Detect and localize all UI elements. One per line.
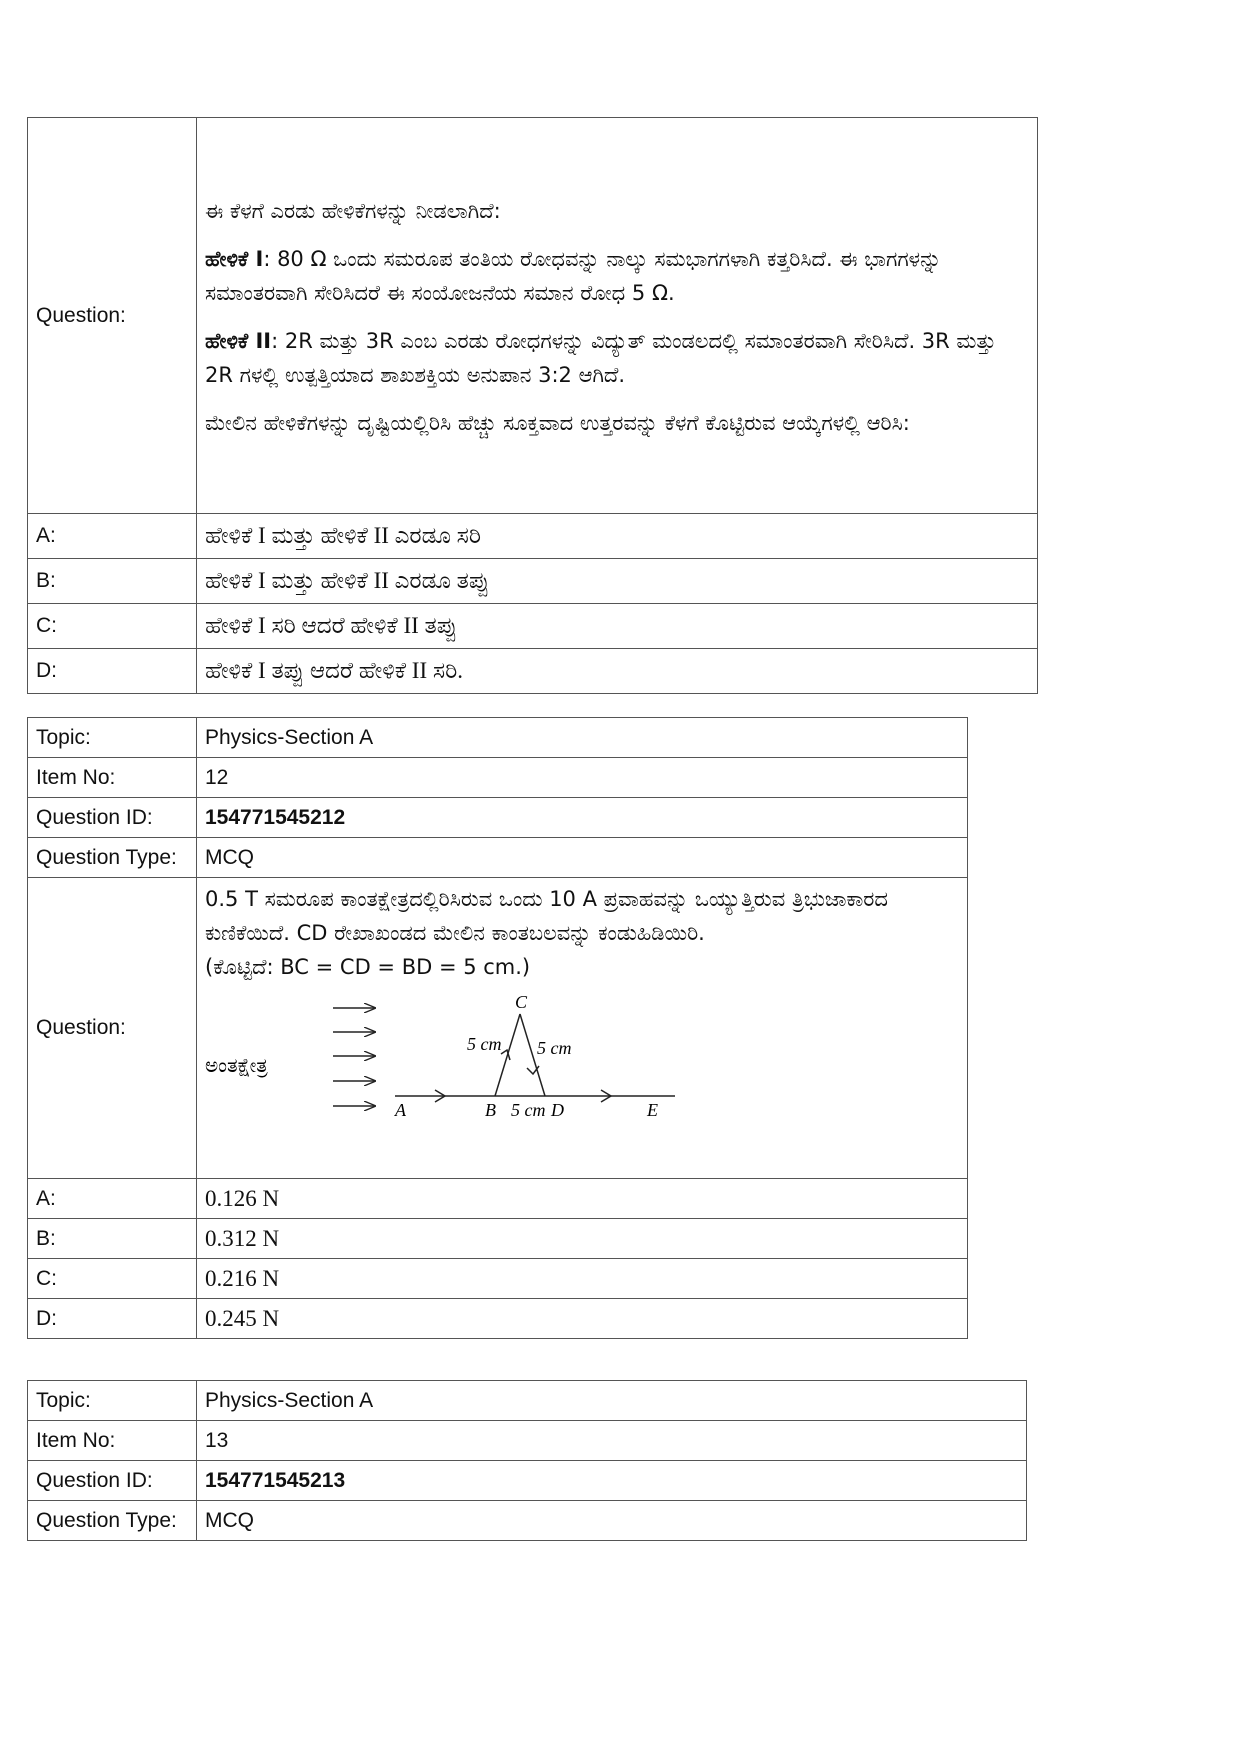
option-label: B: [28,559,197,604]
point-c-label: C [515,992,528,1012]
option-text: ಹೇಳಿಕೆ I ತಪ್ಪು ಆದರೆ ಹೇಳಿಕೆ II ಸರಿ. [197,649,1038,694]
question-11-table [27,117,1038,694]
question-body [197,878,968,1179]
question-intro: ಈ ಕೆಳಗೆ ಎರಡು ಹೇಳಿಕೆಗಳನ್ನು ನೀಡಲಾಗಿದೆ: [205,198,501,223]
option-row [28,1259,968,1299]
option-text: ಹೇಳಿಕೆ I ಸರಿ ಆದರೆ ಹೇಳಿಕೆ II ತಪ್ಪು [197,604,1038,649]
option-row [28,514,1038,559]
side-cd-label: 5 cm [537,1038,572,1058]
side-bd-label: 5 cm [511,1100,546,1120]
triangle-loop-figure [205,990,685,1130]
point-d-label: D [551,1100,564,1120]
side-bc [495,1014,520,1096]
item-value: 13 [197,1421,1027,1461]
question-type-value: MCQ [197,838,968,878]
item-row [28,1421,1027,1461]
option-row [28,1219,968,1259]
question-id-value: 154771545212 [197,798,968,838]
question-type-value: MCQ [197,1501,1027,1541]
statement-2-text: : 2R ಮತ್ತು 3R ಎಂಬ ಎರಡು ರೋಧಗಳನ್ನು ವಿದ್ಯುತ್ ಮಂಡಲದಲ್ಲಿ ಸಮಾಂತರವಾಗಿ ಸೇರಿಸಿದೆ. 3R ಮತ್ತು 2R ಗಳಲ್ಲಿ ಉತ್ಪತ್ತಿಯಾದ ಶಾಖಶಕ್ತಿಯ ಅನುಪಾನ 3:2 ಆಗಿದೆ. [205,328,996,387]
topic-value: Physics-Section A [197,718,968,758]
question-text: 0.5 T ಸಮರೂಪ ಕಾಂತಕ್ಷೇತ್ರದಲ್ಲಿರಿಸಿರುವ ಒಂದು 10 A ಪ್ರವಾಹವನ್ನು ಒಯ್ಯುತ್ತಿರುವ ತ್ರಿಭುಜಾಕಾರದ ಕುಣಿಕೆಯಿದೆ. CD ರೇಖಾಖಂಡದ ಮೇಲಿನ ಕಾಂತಬಲವನ್ನು ಕಂಡುಹಿಡಿಯಿರಿ. [205,887,888,945]
option-row [28,604,1038,649]
statement-2 [205,324,1029,392]
item-row [28,758,968,798]
option-text: ಹೇಳಿಕೆ I ಮತ್ತು ಹೇಳಿಕೆ II ಎರಡೂ ತಪ್ಪು [197,559,1038,604]
option-text: 0.126 N [197,1179,968,1219]
option-label: C: [28,604,197,649]
option-label: D: [28,1299,197,1339]
question-13-table [27,1380,1027,1541]
option-label: D: [28,649,197,694]
option-label: A: [28,514,197,559]
option-row [28,1179,968,1219]
point-e-label: E [647,1100,658,1120]
option-label: A: [28,1179,197,1219]
field-label: ಅಂತಕ್ಷೇತ್ರ [205,1053,268,1077]
option-label: C: [28,1259,197,1299]
question-id-value: 154771545213 [197,1461,1027,1501]
question-id-label: Question ID: [28,798,197,838]
field-arrows [333,1008,375,1106]
question-12-table [27,717,968,1339]
point-b-label: B [485,1100,496,1120]
option-text: ಹೇಳಿಕೆ I ಮತ್ತು ಹೇಳಿಕೆ II ಎರಡೂ ಸರಿ [197,514,1038,559]
option-text: 0.216 N [197,1259,968,1299]
topic-label: Topic: [28,1381,197,1421]
question-given: (ಕೊಟ್ಟಿದೆ: BC = CD = BD = 5 cm.) [205,955,531,979]
question-body [197,118,1038,514]
option-text: 0.245 N [197,1299,968,1339]
topic-label: Topic: [28,718,197,758]
statement-1-text: : 80 Ω ಒಂದು ಸಮರೂಪ ತಂತಿಯ ರೋಧವನ್ನು ನಾಲ್ಕು ಸಮಭಾಗಗಳಾಗಿ ಕತ್ತರಿಸಿದೆ. ಈ ಭಾಗಗಳನ್ನು ಸಮಾಂತರವಾಗಿ ಸೇರಿಸಿದರೆ ಈ ಸಂಯೋಜನೆಯ ಸಮಾನ ರೋಧ 5 Ω. [205,246,942,305]
item-label: Item No: [28,758,197,798]
point-a-label: A [395,1100,406,1120]
item-label: Item No: [28,1421,197,1461]
option-row [28,649,1038,694]
topic-row [28,718,968,758]
item-value: 12 [197,758,968,798]
question-type-row [28,1501,1027,1541]
question-type-label: Question Type: [28,1501,197,1541]
option-row [28,559,1038,604]
statement-1 [205,242,1029,310]
topic-row [28,1381,1027,1421]
question-instruction: ಮೇಲಿನ ಹೇಳಿಕೆಗಳನ್ನು ದೃಷ್ಟಿಯಲ್ಲಿರಿಸಿ ಹೆಚ್ಚು ಸೂಕ್ತವಾದ ಉತ್ತರವನ್ನು ಕೆಳಗೆ ಕೊಟ್ಟಿರುವ ಆಯ್ಕೆಗಳಲ್ಲಿ ಆರಿಸಿ: [205,410,910,435]
question-row [28,118,1038,514]
question-type-row [28,838,968,878]
statement-1-label: ಹೇಳಿಕೆ I [205,246,264,271]
question-type-label: Question Type: [28,838,197,878]
question-label: Question: [28,878,197,1179]
question-id-label: Question ID: [28,1461,197,1501]
question-label: Question: [28,118,197,514]
side-bc-label: 5 cm [467,1034,502,1054]
question-row [28,878,968,1179]
statement-2-label: ಹೇಳಿಕೆ II [205,328,272,353]
topic-value: Physics-Section A [197,1381,1027,1421]
option-row [28,1299,968,1339]
option-label: B: [28,1219,197,1259]
question-id-row [28,1461,1027,1501]
question-id-row [28,798,968,838]
option-text: 0.312 N [197,1219,968,1259]
